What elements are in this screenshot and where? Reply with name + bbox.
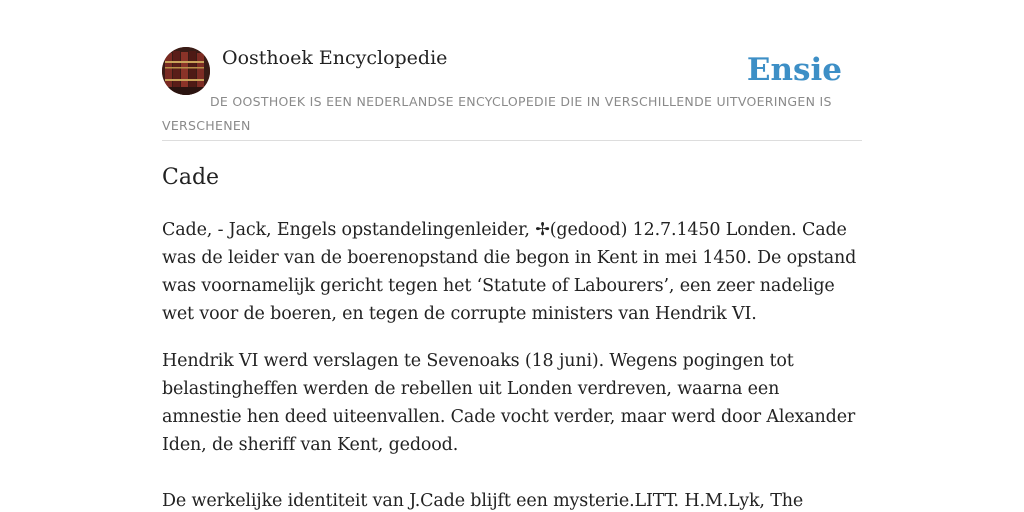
article-title: Cade [162, 165, 220, 190]
brand-logo[interactable]: Ensie [746, 52, 842, 88]
article-paragraph: Hendrik VI werd verslagen te Sevenoaks (18 juni). Wegens pogingen tot belastingheffen werden de rebellen uit Londen verdreven, waarna een amnestie hen deed uiteenvallen. Cade vocht verder, maar werd door Alexander Iden, de sheriff van Kent, gedood. [162, 351, 856, 455]
encyclopedia-books-icon[interactable] [162, 47, 210, 95]
site-header [162, 46, 862, 141]
site-name[interactable]: Oosthoek Encyclopedie [222, 47, 448, 69]
article [162, 162, 862, 512]
article-paragraph: De werkelijke identiteit van J.Cade blijft een mysterie.LITT. H.M.Lyk, The [162, 491, 804, 511]
article-paragraph: Cade, - Jack, Engels opstandelingenleider, ✢(gedood) 12.7.1450 Londen. Cade was de leider van de boerenopstand die begon in Kent in mei 1450. De opstand was voornamelijk gericht tegen het ‘Statute of Labourers’, een zeer nadelige wet voor de boeren, en tegen de corrupte ministers van Hendrik VI. [162, 220, 857, 324]
site-tagline: DE OOSTHOEK IS EEN NEDERLANDSE ENCYCLOPEDIE DIE IN VERSCHILLENDE UITVOERINGEN IS VERSCHENEN [162, 94, 832, 133]
